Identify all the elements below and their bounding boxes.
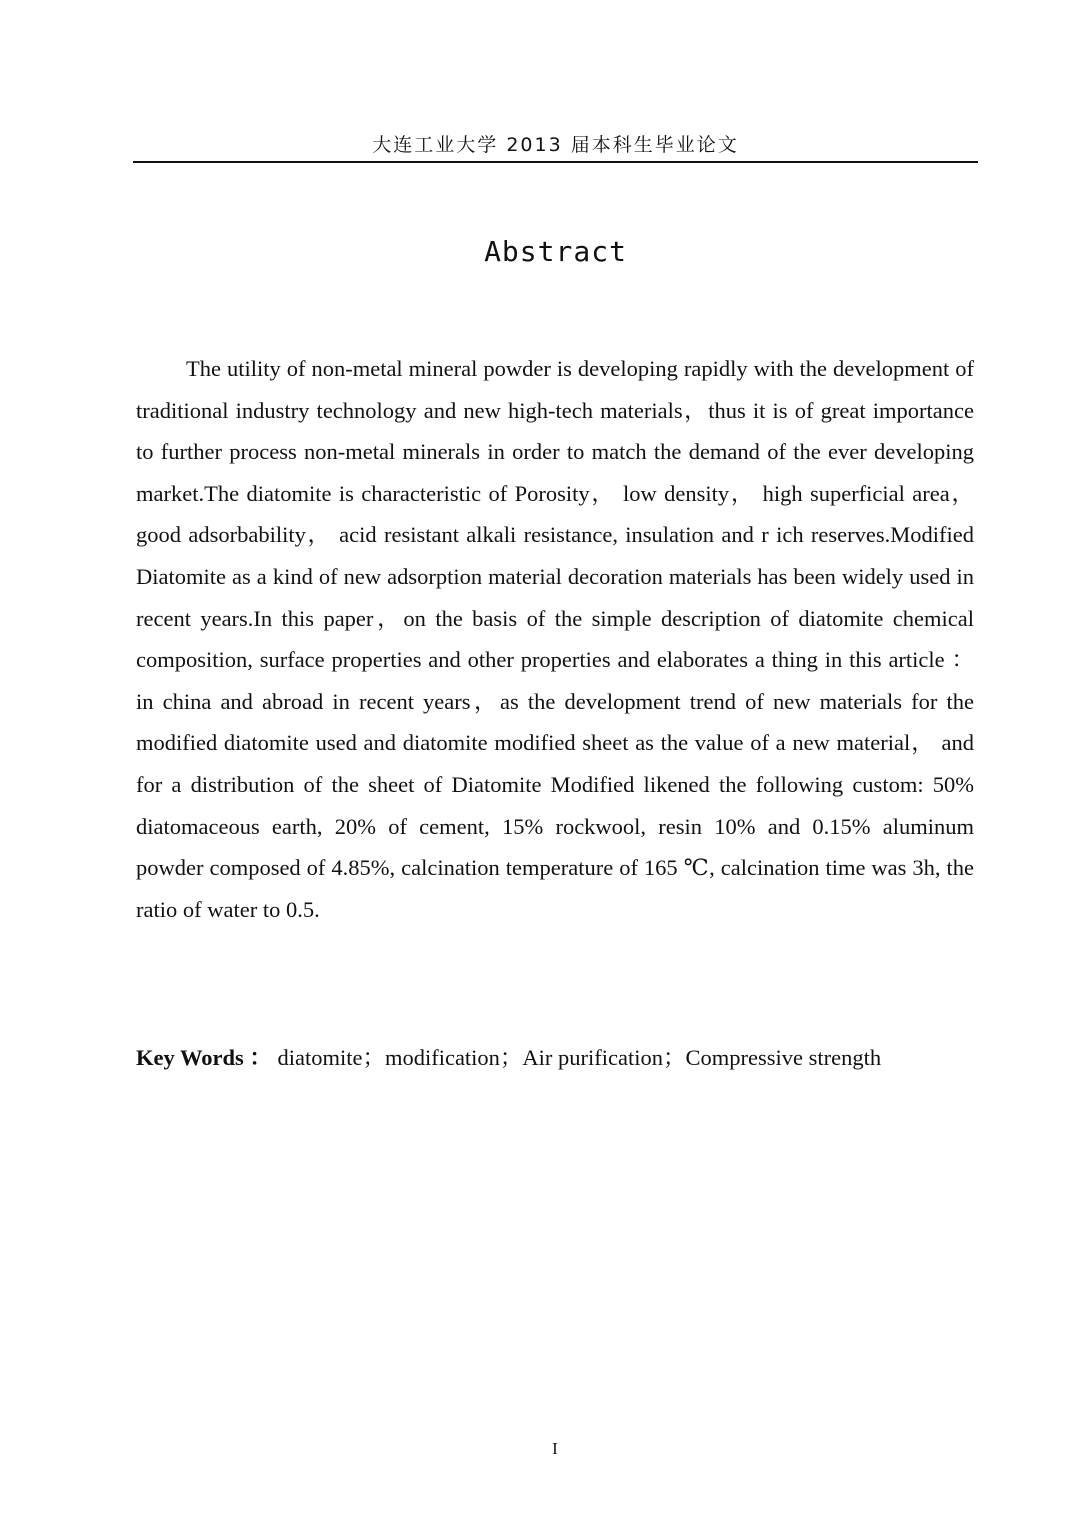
running-header: 大连工业大学 2013 届本科生毕业论文 <box>372 134 739 156</box>
abstract-paragraph: The utility of non-metal mineral powder is developing rapidly with the development of traditional industry technology and new high-tech materials，thus it is of great importance to further process non-metal minerals in order to match the demand of the ever developing market.The diatomite is characteristic of Porosity， low density， high superficial area， good adsorbability， acid resistant alkali resistance, insulation and r ich reserves.Modified Diatomite as a kind of new adsorption material decoration materials has been widely used in recent years.In this paper，on the basis of the simple description of diatomite chemical composition, surface properties and other properties and elaborates a thing in this article ： in china and abroad in recent years，as the development trend of new materials for the modified diatomite used and diatomite modified sheet as the value of a new material， and for a distribution of the sheet of Diatomite Modified likened the following custom: 50% diatomaceous earth, 20% of cement, 15% rockwool, resin 10% and 0.15% aluminum powder composed of 4.85%, calcination temperature of 165 ℃, calcination time was 3h, the ratio of water to 0.5. <box>136 356 974 922</box>
keywords-line <box>136 1040 996 1076</box>
page-number: I <box>552 1439 558 1458</box>
keywords-list: diatomite；modification；Air purification；Compressive strength <box>277 1045 882 1070</box>
keywords-label: Key Words ： <box>136 1045 272 1070</box>
header-divider <box>133 161 978 163</box>
page-title: Abstract <box>484 235 627 268</box>
